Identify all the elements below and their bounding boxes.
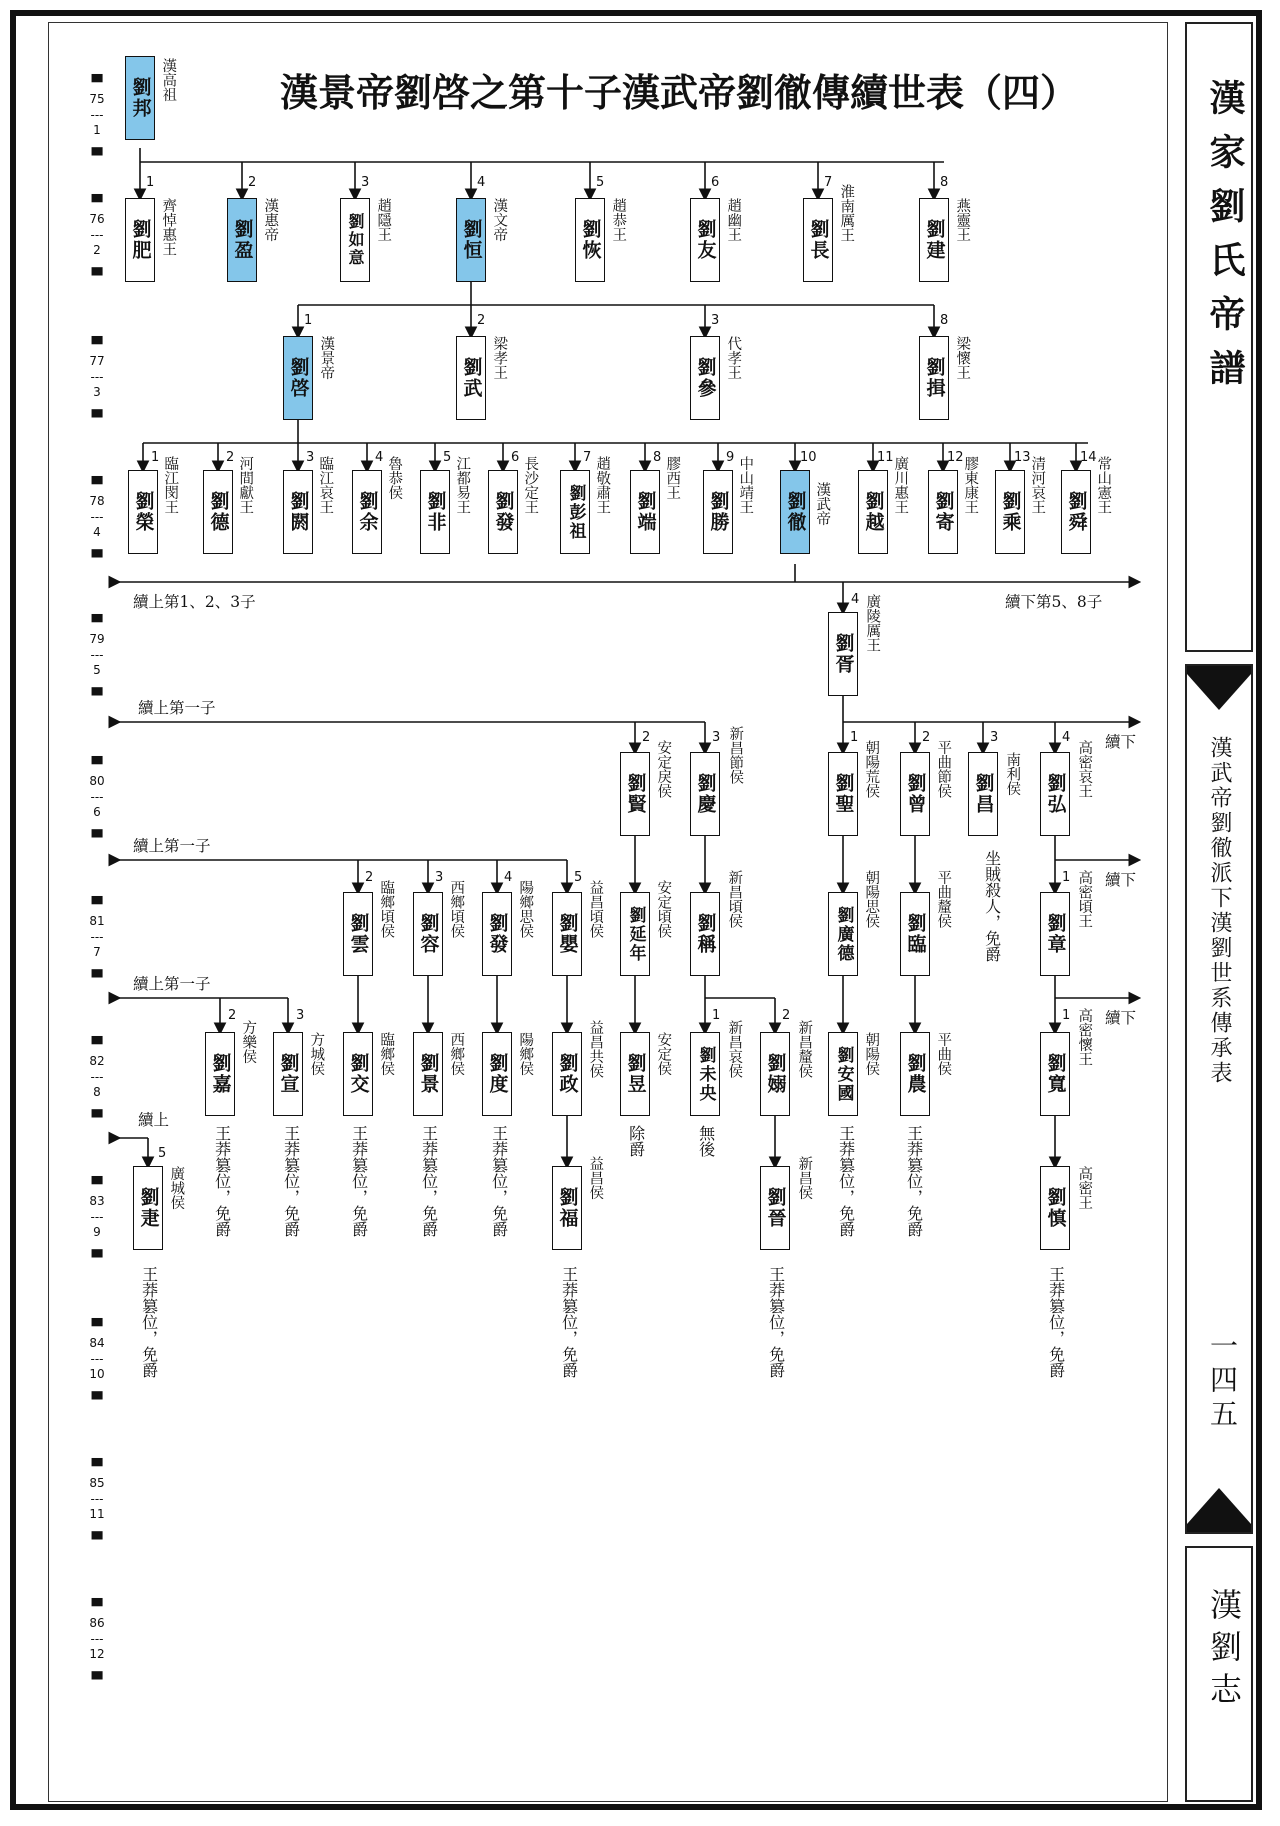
person-number: 1 bbox=[712, 1008, 721, 1023]
note-mang: 王莽篡位，免爵 bbox=[281, 1125, 301, 1237]
person-title: 臨鄉頃侯 bbox=[378, 880, 395, 938]
generation-marker: ▀ 84 --- 10 ▄ bbox=[76, 1318, 118, 1401]
person-number: 1 bbox=[304, 313, 313, 328]
person-title: 清河哀王 bbox=[1029, 456, 1046, 514]
person-number: 3 bbox=[435, 870, 444, 885]
generation-index: 12 bbox=[89, 1647, 105, 1662]
person-number: 11 bbox=[877, 450, 894, 465]
continue-up-123: 續上第1、2、3子 bbox=[133, 593, 256, 611]
person-box: 劉邦 bbox=[125, 56, 155, 140]
person-title: 梁孝王 bbox=[491, 336, 508, 380]
person-box: 劉如意 bbox=[340, 198, 370, 282]
person-box: 劉德 bbox=[203, 470, 233, 554]
person-box: 劉揖 bbox=[919, 336, 949, 420]
generation-marker: ▀ 82 --- 8 ▄ bbox=[76, 1036, 118, 1119]
person-box: 劉勝 bbox=[703, 470, 733, 554]
person-title: 趙隱王 bbox=[375, 198, 392, 242]
person-title: 南利侯 bbox=[1004, 752, 1021, 796]
person-box: 劉昱 bbox=[620, 1032, 650, 1116]
person-box: 劉稱 bbox=[690, 892, 720, 976]
person-box: 劉章 bbox=[1040, 892, 1070, 976]
person-title: 方樂侯 bbox=[240, 1020, 257, 1064]
continue-down: 續下 bbox=[1105, 733, 1137, 751]
person-box: 劉曾 bbox=[900, 752, 930, 836]
person-number: 1 bbox=[151, 450, 160, 465]
person-box: 劉恢 bbox=[575, 198, 605, 282]
person-box: 劉榮 bbox=[128, 470, 158, 554]
person-title: 齊悼惠王 bbox=[160, 198, 177, 256]
person-title: 陽鄉思侯 bbox=[517, 880, 534, 938]
note-mang: 王莽篡位，免爵 bbox=[766, 1266, 786, 1378]
person-box: 劉嬰 bbox=[552, 892, 582, 976]
person-box: 劉容 bbox=[413, 892, 443, 976]
person-number: 5 bbox=[158, 1146, 167, 1161]
generation-marker: ▀ 83 --- 9 ▄ bbox=[76, 1176, 118, 1259]
person-box: 劉福 bbox=[552, 1166, 582, 1250]
person-title: 益昌侯 bbox=[587, 1156, 604, 1200]
person-title: 河間獻王 bbox=[237, 456, 254, 514]
person-number: 13 bbox=[1014, 450, 1031, 465]
generation-index: 7 bbox=[93, 945, 101, 960]
generation-number: 79 bbox=[89, 632, 105, 647]
person-number: 4 bbox=[477, 175, 486, 190]
person-title: 安定侯 bbox=[655, 1032, 672, 1076]
person-title: 漢文帝 bbox=[491, 198, 508, 242]
person-box: 劉舜 bbox=[1061, 470, 1091, 554]
generation-index: 4 bbox=[93, 525, 101, 540]
generation-marker: ▀ 86 --- 12 ▄ bbox=[76, 1598, 118, 1681]
person-box: 劉廣德 bbox=[828, 892, 858, 976]
continue-up-first: 續上第一子 bbox=[138, 699, 216, 717]
person-title: 趙敬肅王 bbox=[594, 456, 611, 514]
person-number: 4 bbox=[504, 870, 513, 885]
person-box: 劉慎 bbox=[1040, 1166, 1070, 1250]
person-title: 膠西王 bbox=[664, 456, 681, 500]
continue-down-58: 續下第5、8子 bbox=[1005, 593, 1103, 611]
person-box: 劉政 bbox=[552, 1032, 582, 1116]
person-box: 劉度 bbox=[482, 1032, 512, 1116]
person-box: 劉啓 bbox=[283, 336, 313, 420]
person-title: 高密哀王 bbox=[1076, 740, 1093, 798]
generation-index: 9 bbox=[93, 1225, 101, 1240]
generation-number: 82 bbox=[89, 1054, 105, 1069]
person-title: 魯恭侯 bbox=[386, 456, 403, 500]
person-number: 2 bbox=[248, 175, 257, 190]
generation-number: 86 bbox=[89, 1616, 105, 1631]
generation-index: 11 bbox=[89, 1507, 105, 1522]
person-box: 劉晉 bbox=[760, 1166, 790, 1250]
person-title: 膠東康王 bbox=[962, 456, 979, 514]
generation-number: 85 bbox=[89, 1476, 105, 1491]
person-number: 2 bbox=[365, 870, 374, 885]
note-mang: 王莽篡位，免爵 bbox=[489, 1125, 509, 1237]
person-number: 1 bbox=[1062, 1008, 1071, 1023]
person-box: 劉賢 bbox=[620, 752, 650, 836]
person-title: 廣川惠王 bbox=[892, 456, 909, 514]
person-box: 劉弘 bbox=[1040, 752, 1070, 836]
person-title: 代孝王 bbox=[725, 336, 742, 380]
person-number: 2 bbox=[228, 1008, 237, 1023]
generation-marker: ▀ 77 --- 3 ▄ bbox=[76, 336, 118, 419]
person-title: 高密王 bbox=[1076, 1166, 1093, 1210]
continue-up: 續上 bbox=[138, 1111, 170, 1129]
person-box: 劉閼 bbox=[283, 470, 313, 554]
person-box: 劉越 bbox=[858, 470, 888, 554]
person-title: 漢景帝 bbox=[318, 336, 335, 380]
note-chang: 坐賊殺人，免爵 bbox=[982, 850, 1002, 962]
person-number: 3 bbox=[712, 730, 721, 745]
person-number: 3 bbox=[306, 450, 315, 465]
person-number: 1 bbox=[1062, 870, 1071, 885]
person-number: 2 bbox=[782, 1008, 791, 1023]
person-title: 高密頃王 bbox=[1076, 870, 1093, 928]
person-box: 劉宣 bbox=[273, 1032, 303, 1116]
book-title: 漢家劉氏帝譜 bbox=[1204, 79, 1246, 403]
person-number: 5 bbox=[596, 175, 605, 190]
person-title: 朝陽思侯 bbox=[863, 870, 880, 928]
person-number: 4 bbox=[851, 592, 860, 607]
continue-down: 續下 bbox=[1105, 1009, 1137, 1027]
generation-marker: ▀ 85 --- 11 ▄ bbox=[76, 1458, 118, 1541]
person-number: 3 bbox=[711, 313, 720, 328]
person-box: 劉慶 bbox=[690, 752, 720, 836]
person-title: 漢武帝 bbox=[814, 482, 831, 526]
person-title: 朝陽侯 bbox=[863, 1032, 880, 1076]
person-number: 8 bbox=[940, 175, 949, 190]
person-title: 高密懷王 bbox=[1076, 1008, 1093, 1066]
person-number: 2 bbox=[642, 730, 651, 745]
person-box: 劉延年 bbox=[620, 892, 650, 976]
continue-down: 續下 bbox=[1105, 871, 1137, 889]
person-number: 2 bbox=[226, 450, 235, 465]
generation-index: 3 bbox=[93, 385, 101, 400]
note-mang: 王莽篡位，免爵 bbox=[349, 1125, 369, 1237]
person-title: 趙幽王 bbox=[725, 198, 742, 242]
person-box: 劉嘉 bbox=[205, 1032, 235, 1116]
person-title: 方城侯 bbox=[308, 1032, 325, 1076]
person-title: 西鄉侯 bbox=[448, 1032, 465, 1076]
generation-index: 2 bbox=[93, 243, 101, 258]
person-number: 2 bbox=[922, 730, 931, 745]
person-title: 廣城侯 bbox=[168, 1166, 185, 1210]
generation-number: 83 bbox=[89, 1194, 105, 1209]
person-box: 劉乘 bbox=[995, 470, 1025, 554]
person-box: 劉非 bbox=[420, 470, 450, 554]
person-title: 新昌侯 bbox=[796, 1156, 813, 1200]
note-yu: 除爵 bbox=[626, 1125, 646, 1157]
person-title: 益昌頃侯 bbox=[587, 880, 604, 938]
generation-number: 80 bbox=[89, 774, 105, 789]
person-title: 新昌哀侯 bbox=[726, 1020, 743, 1078]
page-title: 漢景帝劉啓之第十子漢武帝劉徹傳續世表（四） bbox=[280, 70, 1079, 115]
person-number: 12 bbox=[947, 450, 964, 465]
person-title: 漢高祖 bbox=[160, 58, 177, 102]
person-box: 劉聖 bbox=[828, 752, 858, 836]
generation-index: 5 bbox=[93, 663, 101, 678]
person-number: 8 bbox=[940, 313, 949, 328]
page-number: 一四五 bbox=[1206, 1331, 1239, 1433]
generation-index: 10 bbox=[89, 1367, 105, 1382]
person-number: 3 bbox=[296, 1008, 305, 1023]
person-number: 3 bbox=[361, 175, 370, 190]
generation-marker: ▀ 75 --- 1 ▄ bbox=[76, 74, 118, 157]
person-box: 劉參 bbox=[690, 336, 720, 420]
person-title: 陽鄉侯 bbox=[517, 1032, 534, 1076]
person-title: 安定頃侯 bbox=[655, 880, 672, 938]
section-title: 漢武帝劉徹派下漢劉世系傳承表 bbox=[1207, 736, 1232, 1086]
note-mang: 王莽篡位，免爵 bbox=[836, 1125, 856, 1237]
person-title: 中山靖王 bbox=[737, 456, 754, 514]
generation-marker: ▀ 79 --- 5 ▄ bbox=[76, 614, 118, 697]
person-title: 安定戾侯 bbox=[655, 740, 672, 798]
person-title: 平曲釐侯 bbox=[935, 870, 952, 928]
generation-number: 78 bbox=[89, 494, 105, 509]
person-number: 8 bbox=[653, 450, 662, 465]
person-title: 西鄉頃侯 bbox=[448, 880, 465, 938]
person-title: 淮南厲王 bbox=[838, 184, 855, 242]
person-box: 劉疌 bbox=[133, 1166, 163, 1250]
person-number: 6 bbox=[511, 450, 520, 465]
person-title: 新昌釐侯 bbox=[796, 1020, 813, 1078]
continue-up-first: 續上第一子 bbox=[133, 975, 211, 993]
generation-number: 77 bbox=[89, 354, 105, 369]
generation-index: 6 bbox=[93, 805, 101, 820]
person-title: 漢惠帝 bbox=[262, 198, 279, 242]
person-title: 臨江閔王 bbox=[162, 456, 179, 514]
person-number: 7 bbox=[824, 175, 833, 190]
person-box: 劉武 bbox=[456, 336, 486, 420]
note-mang: 王莽篡位，免爵 bbox=[559, 1266, 579, 1378]
generation-number: 81 bbox=[89, 914, 105, 929]
person-number: 6 bbox=[711, 175, 720, 190]
person-box: 劉昌 bbox=[968, 752, 998, 836]
person-box: 劉景 bbox=[413, 1032, 443, 1116]
person-box: 劉長 bbox=[803, 198, 833, 282]
note-mang: 王莽篡位，免爵 bbox=[419, 1125, 439, 1237]
person-number: 5 bbox=[574, 870, 583, 885]
person-number: 1 bbox=[146, 175, 155, 190]
person-box: 劉未央 bbox=[690, 1032, 720, 1116]
generation-marker: ▀ 76 --- 2 ▄ bbox=[76, 194, 118, 277]
publisher-name: 漢劉志 bbox=[1205, 1588, 1243, 1714]
generation-index: 8 bbox=[93, 1085, 101, 1100]
person-title: 燕靈王 bbox=[954, 198, 971, 242]
person-box: 劉農 bbox=[900, 1032, 930, 1116]
note-mang: 王莽篡位，免爵 bbox=[1046, 1266, 1066, 1378]
person-box: 劉發 bbox=[482, 892, 512, 976]
person-number: 3 bbox=[990, 730, 999, 745]
person-title: 長沙定王 bbox=[522, 456, 539, 514]
generation-marker: ▀ 80 --- 6 ▄ bbox=[76, 756, 118, 839]
note-mang: 王莽篡位，免爵 bbox=[139, 1266, 159, 1378]
person-box: 劉端 bbox=[630, 470, 660, 554]
person-box: 劉安國 bbox=[828, 1032, 858, 1116]
person-title: 江都易王 bbox=[454, 456, 471, 514]
person-number: 9 bbox=[726, 450, 735, 465]
person-number: 2 bbox=[477, 313, 486, 328]
person-title: 新昌頃侯 bbox=[726, 870, 743, 928]
generation-number: 84 bbox=[89, 1336, 105, 1351]
person-title: 趙恭王 bbox=[610, 198, 627, 242]
person-title: 平曲侯 bbox=[935, 1032, 952, 1076]
note-mang: 王莽篡位，免爵 bbox=[904, 1125, 924, 1237]
person-number: 4 bbox=[1062, 730, 1071, 745]
person-title: 臨江哀王 bbox=[317, 456, 334, 514]
person-number: 10 bbox=[800, 450, 817, 465]
person-box: 劉臨 bbox=[900, 892, 930, 976]
person-box: 劉友 bbox=[690, 198, 720, 282]
person-box: 劉胥 bbox=[828, 612, 858, 696]
person-title: 臨鄉侯 bbox=[378, 1032, 395, 1076]
person-box: 劉余 bbox=[352, 470, 382, 554]
generation-number: 75 bbox=[89, 92, 105, 107]
person-title: 常山憲王 bbox=[1095, 456, 1112, 514]
note-mang: 王莽篡位，免爵 bbox=[212, 1125, 232, 1237]
generation-marker: ▀ 78 --- 4 ▄ bbox=[76, 476, 118, 559]
person-title: 益昌共侯 bbox=[587, 1020, 604, 1078]
person-box: 劉發 bbox=[488, 470, 518, 554]
person-box: 劉恒 bbox=[456, 198, 486, 282]
person-box: 劉建 bbox=[919, 198, 949, 282]
continue-up-first: 續上第一子 bbox=[133, 837, 211, 855]
person-title: 新昌節侯 bbox=[727, 726, 744, 784]
person-box: 劉寬 bbox=[1040, 1032, 1070, 1116]
person-title: 梁懷王 bbox=[954, 336, 971, 380]
person-number: 14 bbox=[1080, 450, 1097, 465]
person-box: 劉盈 bbox=[227, 198, 257, 282]
generation-marker: ▀ 81 --- 7 ▄ bbox=[76, 896, 118, 979]
person-box: 劉徹 bbox=[780, 470, 810, 554]
person-box: 劉嫋 bbox=[760, 1032, 790, 1116]
person-box: 劉交 bbox=[343, 1032, 373, 1116]
generation-index: 1 bbox=[93, 123, 101, 138]
person-title: 廣陵厲王 bbox=[864, 594, 881, 652]
person-box: 劉寄 bbox=[928, 470, 958, 554]
person-box: 劉彭祖 bbox=[560, 470, 590, 554]
person-title: 平曲節侯 bbox=[935, 740, 952, 798]
person-box: 劉肥 bbox=[125, 198, 155, 282]
generation-number: 76 bbox=[89, 212, 105, 227]
person-box: 劉雲 bbox=[343, 892, 373, 976]
note-weiyang: 無後 bbox=[696, 1125, 716, 1157]
person-number: 5 bbox=[443, 450, 452, 465]
person-number: 7 bbox=[583, 450, 592, 465]
person-title: 朝陽荒侯 bbox=[863, 740, 880, 798]
person-number: 1 bbox=[850, 730, 859, 745]
person-number: 4 bbox=[375, 450, 384, 465]
